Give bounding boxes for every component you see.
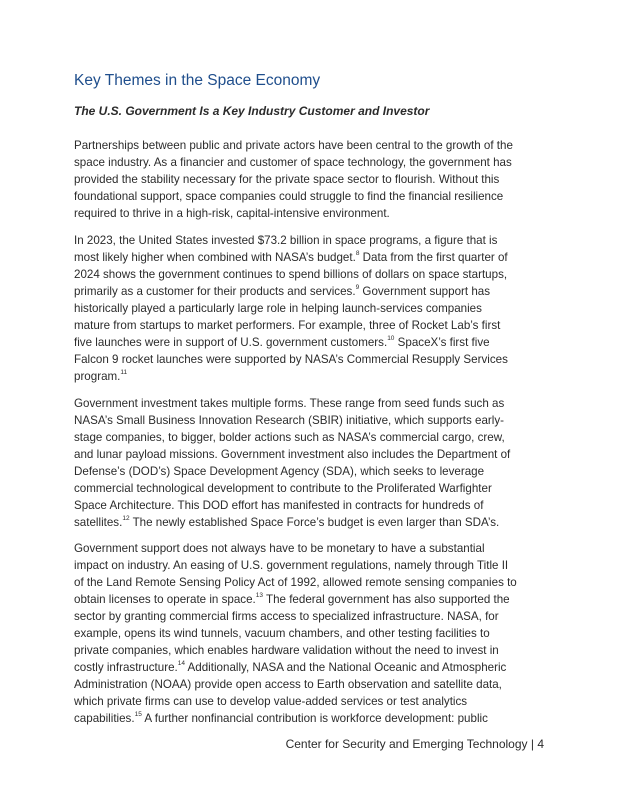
text-line — [74, 205, 544, 222]
text-line — [74, 171, 544, 188]
text-run: capabilities. — [74, 712, 135, 725]
text-line — [74, 608, 544, 625]
text-line — [74, 625, 544, 642]
text-line — [74, 642, 544, 659]
paragraph-1 — [74, 137, 544, 222]
text-run: The newly established Space Force’s budget is even larger than SDA’s. — [129, 516, 500, 529]
text-line — [74, 710, 544, 727]
text-line — [74, 574, 544, 591]
text-run: Government investment takes multiple forms. These range from seed funds such as — [74, 397, 505, 410]
text-run: Falcon 9 rocket launches were supported by NASA’s Commercial Resupply Services — [74, 353, 508, 366]
text-line — [74, 463, 544, 480]
text-run: Government support has — [359, 285, 491, 298]
text-run: The federal government has also supported the — [263, 593, 510, 606]
text-run: five launches were in support of U.S. government customers. — [74, 336, 388, 349]
subsection-title: The U.S. Government Is a Key Industry Customer and Investor — [74, 104, 430, 118]
footer-organization: Center for Security and Emerging Technology — [285, 737, 528, 751]
text-run: primarily as a customer for their products and services. — [74, 285, 356, 298]
text-run: NASA’s Small Business Innovation Research (SBIR) initiative, which supports early- — [74, 414, 505, 427]
text-run: Defense’s (DOD’s) Space Development Agency (SDA), which seeks to leverage — [74, 465, 485, 478]
text-line — [74, 283, 544, 300]
text-run: SpaceX’s first five — [394, 336, 490, 349]
text-run: historically played a particularly large role in helping launch-services companies — [74, 302, 482, 315]
page-footer — [286, 737, 544, 751]
text-line — [74, 334, 544, 351]
text-line — [74, 317, 544, 334]
text-run: mature from startups to market performers. For example, three of Rocket Lab’s first — [74, 319, 501, 332]
text-run: space industry. As a financier and customer of space technology, the government has — [74, 156, 512, 169]
text-run: required to thrive in a high-risk, capital-intensive environment. — [74, 207, 390, 220]
section-title: Key Themes in the Space Economy — [74, 72, 321, 89]
text-line — [74, 540, 544, 557]
text-run: provided the stability necessary for the private space sector to flourish. Without this — [74, 173, 500, 186]
footer-separator: | — [527, 737, 538, 751]
text-line — [74, 368, 544, 385]
text-run: Space Architecture. This DOD effort has manifested in contracts for hundreds of — [74, 499, 484, 512]
footnote-ref: 13 — [255, 592, 263, 600]
text-run: costly infrastructure. — [74, 661, 178, 674]
text-line — [74, 693, 544, 710]
text-line — [74, 188, 544, 205]
text-line — [74, 266, 544, 283]
text-run: impact on industry. An easing of U.S. government regulations, namely through Title II — [74, 559, 509, 572]
text-line — [74, 676, 544, 693]
text-line — [74, 137, 544, 154]
page-number: 4 — [537, 737, 544, 751]
text-run: Additionally, NASA and the National Oceanic and Atmospheric — [184, 661, 507, 674]
text-run: Data from the first quarter of — [359, 251, 508, 264]
text-line — [74, 659, 544, 676]
text-run: and lunar payload missions. Government investment also includes the Department of — [74, 448, 511, 461]
text-run: In 2023, the United States invested $73.2 billion in space programs, a figure that is — [74, 234, 498, 247]
text-run: obtain licenses to operate in space. — [74, 593, 256, 606]
text-run: satellites. — [74, 516, 123, 529]
text-line — [74, 429, 544, 446]
text-line — [74, 300, 544, 317]
text-line — [74, 395, 544, 412]
text-run: Administration (NOAA) provide open access to Earth observation and satellite data, — [74, 678, 502, 691]
text-run: A further nonfinancial contribution is workforce development: public — [141, 712, 488, 725]
text-run: 2024 shows the government continues to spend billions of dollars on space startups, — [74, 268, 508, 281]
text-line — [74, 557, 544, 574]
footnote-ref: 10 — [387, 335, 395, 343]
footnote-ref: 9 — [355, 284, 360, 292]
text-run: which private firms can use to develop value-added services or test analytics — [74, 695, 468, 708]
text-line — [74, 249, 544, 266]
text-line — [74, 232, 544, 249]
paragraph-2 — [74, 232, 544, 385]
text-run: commercial technological development to contribute to the Proliferated Warfighter — [74, 482, 492, 495]
text-line — [74, 480, 544, 497]
text-line — [74, 591, 544, 608]
footnote-ref: 8 — [355, 250, 360, 258]
text-line — [74, 154, 544, 171]
text-line — [74, 351, 544, 368]
text-run: of the Land Remote Sensing Policy Act of 1992, allowed remote sensing companies to — [74, 576, 517, 589]
footnote-ref: 15 — [134, 711, 142, 719]
text-line — [74, 497, 544, 514]
text-run: most likely higher when combined with NASA’s budget. — [74, 251, 356, 264]
text-line — [74, 514, 544, 531]
text-line — [74, 446, 544, 463]
paragraph-3 — [74, 395, 544, 531]
text-run: example, opens its wind tunnels, vacuum chambers, and other testing facilities to — [74, 627, 490, 640]
paragraph-4 — [74, 540, 544, 727]
footnote-ref: 14 — [177, 660, 185, 668]
text-run: private companies, which enables hardware validation without the need to invest in — [74, 644, 499, 657]
text-line — [74, 412, 544, 429]
text-run: Partnerships between public and private actors have been central to the growth of the — [74, 139, 513, 152]
text-run: program. — [74, 370, 121, 383]
footnote-ref: 12 — [122, 515, 130, 523]
text-run: sector by granting commercial firms access to specialized infrastructure. NASA, for — [74, 610, 499, 623]
text-run: Government support does not always have to be monetary to have a substantial — [74, 542, 485, 555]
text-run: stage companies, to bigger, bolder actions such as NASA’s commercial cargo, crew, — [74, 431, 505, 444]
footnote-ref: 11 — [120, 369, 128, 377]
text-run: foundational support, space companies could struggle to find the financial resilience — [74, 190, 504, 203]
